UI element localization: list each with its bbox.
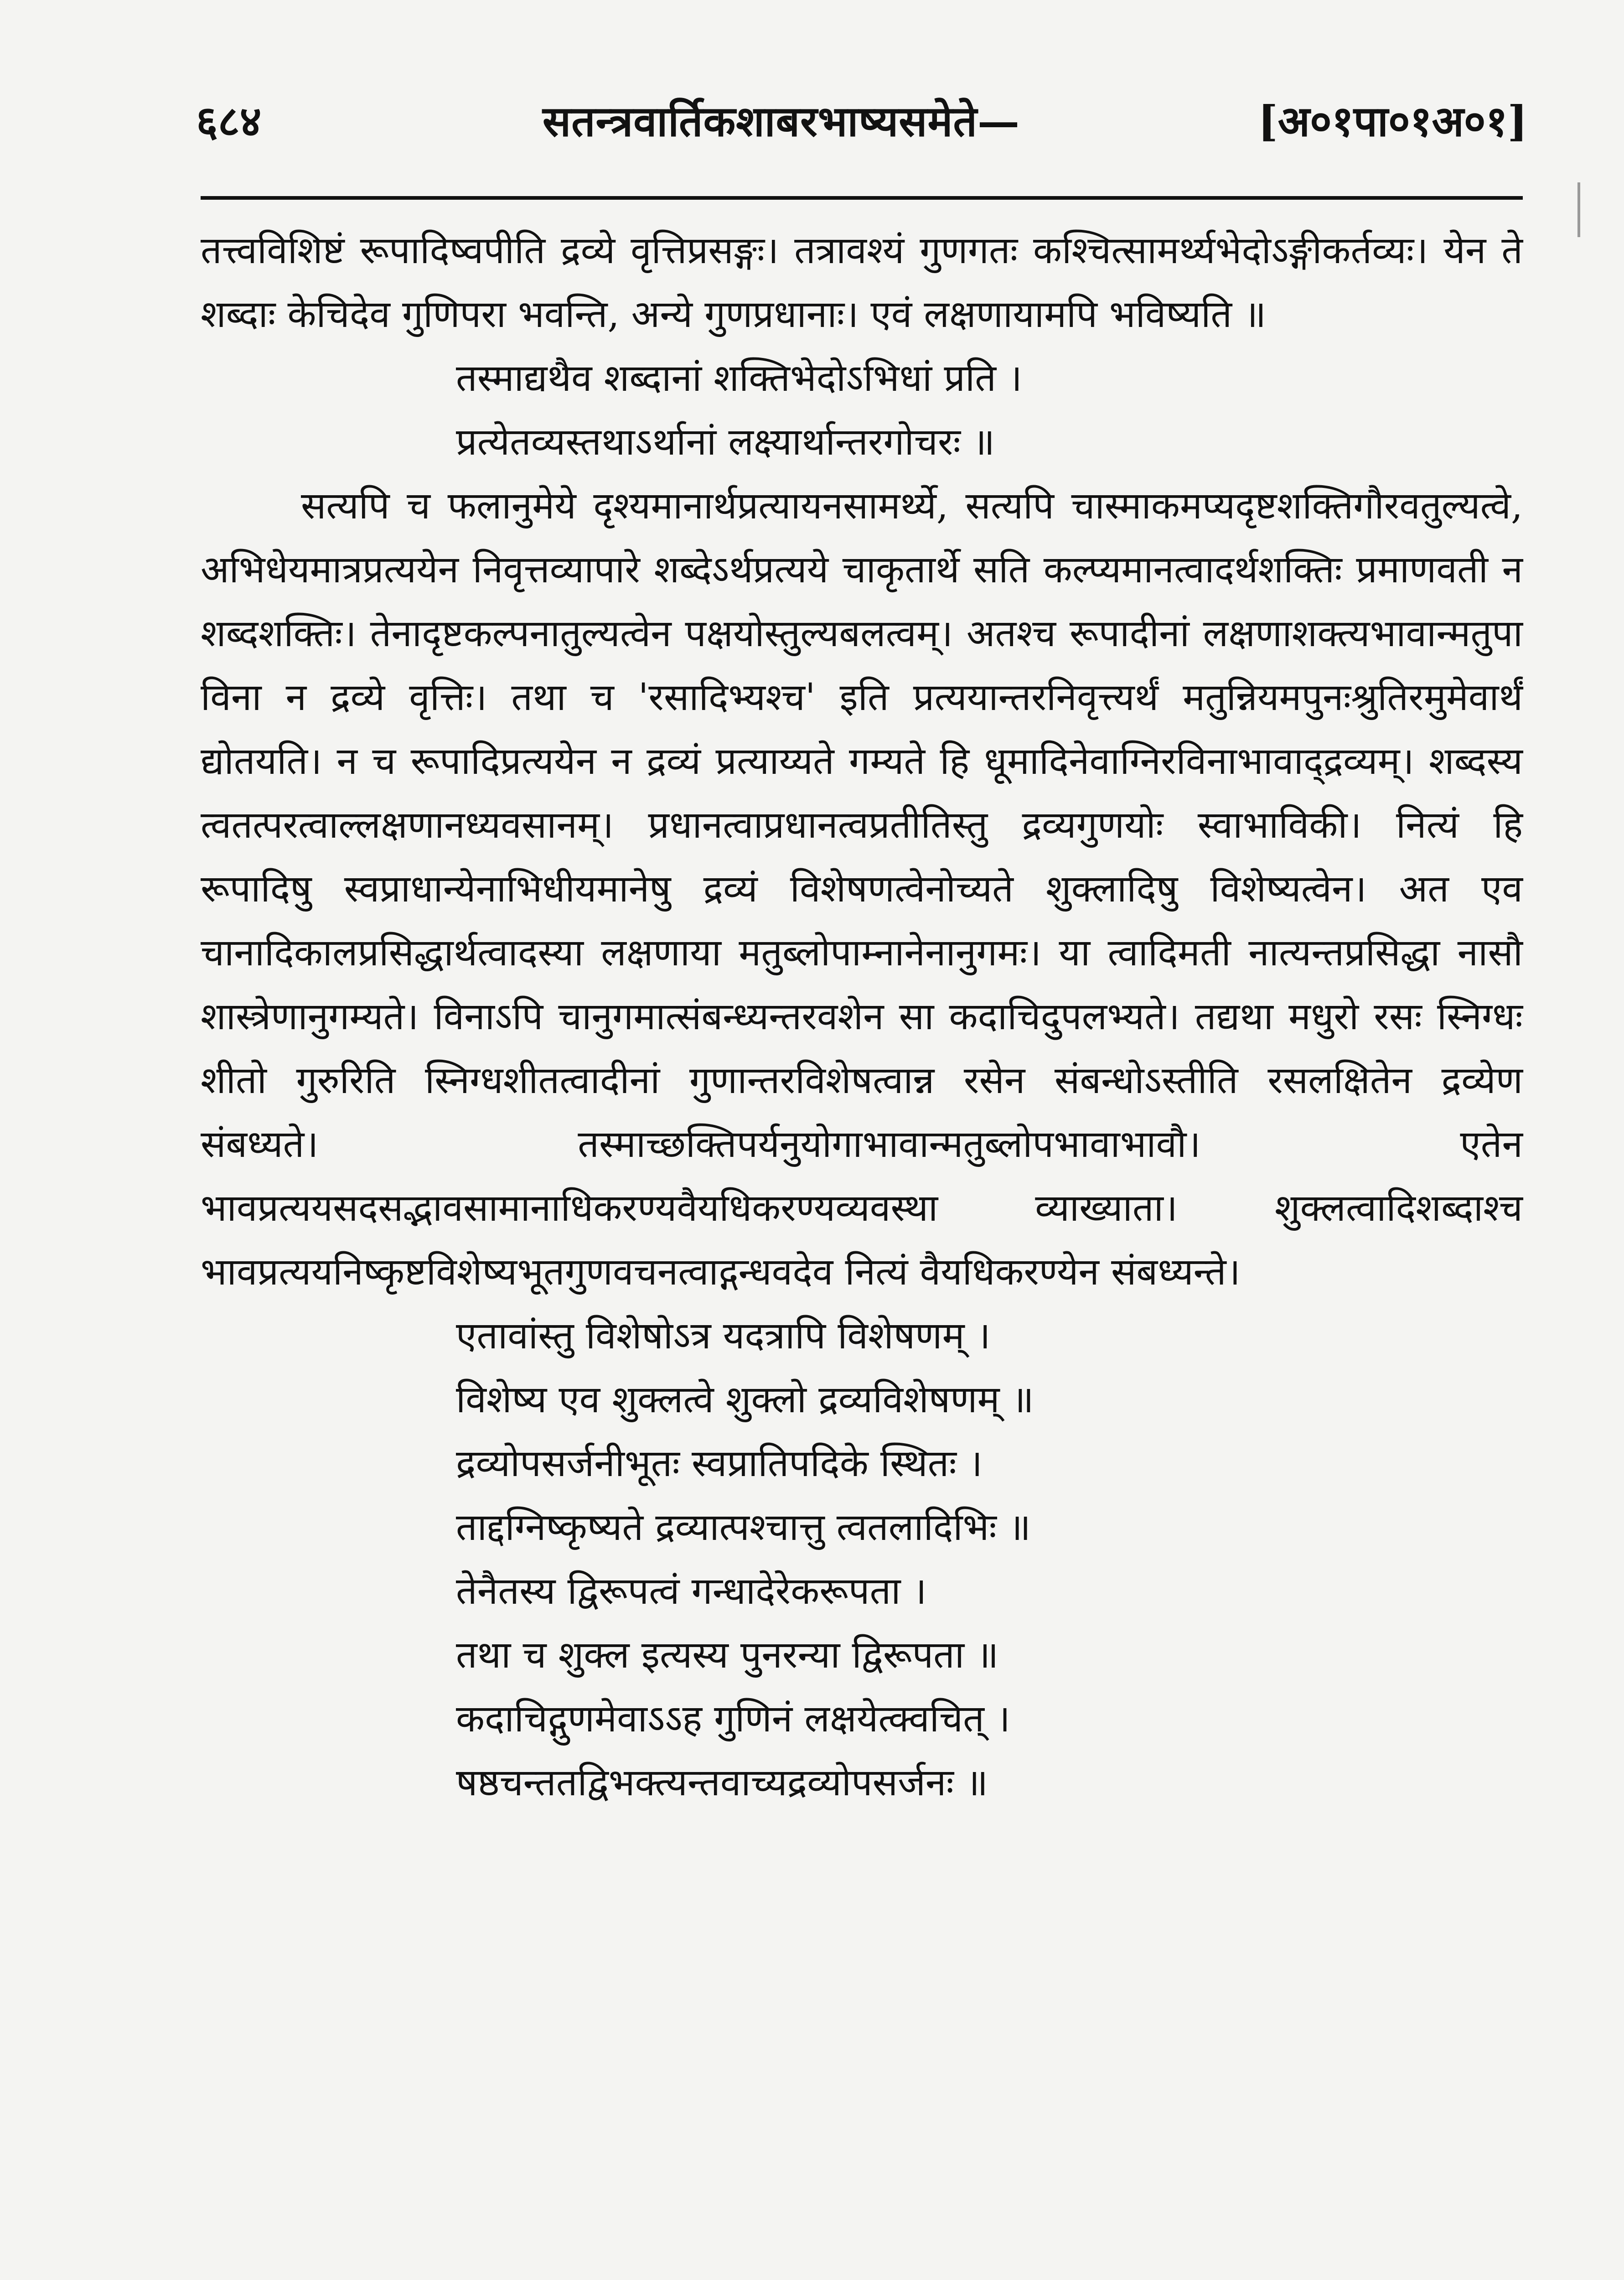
section-reference: [अ०१पा०१अ०१] bbox=[1258, 97, 1527, 146]
page-number: ६८४ bbox=[196, 97, 262, 146]
verse-line: तस्माद्यथैव शब्दानां शक्तिभेदोऽभिधां प्रति । bbox=[456, 357, 1023, 400]
verse-line: षष्ठचन्ततद्विभक्त्यन्तवाच्यद्रव्योपसर्जनः ॥ bbox=[456, 1761, 988, 1804]
verse-block-2 bbox=[201, 1304, 1523, 1815]
verse-block-1 bbox=[201, 347, 1523, 474]
body-text bbox=[201, 219, 1523, 1815]
verse-line: तथा च शुक्ल इत्यस्य पुनरन्या द्विरूपता ॥ bbox=[456, 1633, 999, 1677]
main-paragraph: सत्यपि च फलानुमेये दृश्यमानार्थप्रत्यायनसामर्थ्ये, सत्यपि चास्माकमप्यदृष्टशक्तिगौरवतुल्यत्वे, अभिधेयमात्रप्रत्ययेन निवृत्तव्यापारे शब्देऽर्थप्रत्यये चाकृतार्थे सति कल्प्यमानत्वादर्थशक्तिः प्रमाणवती न शब्दशक्तिः। तेनादृष्टकल्पनातुल्यत्वेन पक्षयोस्तुल्यबलत्वम्। अतश्च रूपादीनां लक्षणाशक्त्यभावान्मतुपा विना न द्रव्ये वृत्तिः। तथा च 'रसादिभ्यश्च' इति प्रत्ययान्तरनिवृत्त्यर्थं मतुन्नियमपुनःश्रुतिरमुमेवार्थं द्योतयति। न च रूपादिप्रत्ययेन न द्रव्यं प्रत्याय्यते गम्यते हि धूमादिनेवाग्निरविनाभावाद्द्रव्यम्। शब्दस्य त्वतत्परत्वाल्लक्षणानध्यवसानम्। प्रधानत्वाप्रधानत्वप्रतीतिस्तु द्रव्यगुणयोः स्वाभाविकी। नित्यं हि रूपादिषु स्वप्राधान्येनाभिधीयमानेषु द्रव्यं विशेषणत्वेनोच्यते शुक्लादिषु विशेष्यत्वेन। अत एव चानादिकालप्रसिद्धार्थत्वादस्या लक्षणाया मतुब्लोपाम्नानेनानुगमः। या त्वादिमती नात्यन्तप्रसिद्धा नासौ शास्त्रेणानुगम्यते। विनाऽपि चानुगमात्संबन्ध्यन्तरवशेन सा कदाचिदुपलभ्यते। तद्यथा मधुरो रसः स्निग्धः शीतो गुरुरिति स्निग्धशीतत्वादीनां गुणान्तरविशेषत्वान्न रसेन संबन्धोऽस्तीति रसलक्षितेन द्रव्येण संबध्यते। तस्माच्छक्तिपर्यनुयोगाभावान्मतुब्लोपभावाभावौ। एतेन भावप्रत्ययसदसद्भावसामानाधिकरण्यवैयधिकरण्यव्यवस्था व्याख्याता। शुक्लत्वादिशब्दाश्च भावप्रत्ययनिष्कृष्टविशेष्यभूतगुणवचनत्वाद्गन्धवदेव नित्यं वैयधिकरण्येन संबध्यन्ते। bbox=[201, 484, 1523, 1294]
margin-mark bbox=[1577, 182, 1580, 237]
running-title: सतन्त्रवार्तिकशाबरभाष्यसमेते— bbox=[543, 97, 1020, 146]
verse-line: विशेष्य एव शुक्लत्वे शुक्लो द्रव्यविशेषणम् ॥ bbox=[456, 1378, 1034, 1421]
opening-paragraph: तत्त्वविशिष्टं रूपादिष्वपीति द्रव्ये वृत्तिप्रसङ्गः। तत्रावश्यं गुणगतः कश्चित्सामर्थ्यभेदोऽङ्गीकर्तव्यः। येन ते शब्दाः केचिदेव गुणिपरा भवन्ति, अन्ये गुणप्रधानाः। एवं लक्षणायामपि भविष्यति ॥ bbox=[201, 229, 1523, 336]
verse-line: कदाचिद्गुणमेवाऽऽह गुणिनं लक्षयेत्क्वचित् । bbox=[456, 1697, 1010, 1741]
verse-line: तेनैतस्य द्विरूपत्वं गन्धादेरेकरूपता । bbox=[456, 1570, 927, 1613]
verse-line: द्रव्योपसर्जनीभूतः स्वप्रातिपदिके स्थितः । bbox=[456, 1442, 983, 1485]
verse-line: एतावांस्तु विशेषोऽत्र यदत्रापि विशेषणम् । bbox=[456, 1314, 991, 1358]
verse-line: ताद्दग्निष्कृष्यते द्रव्यात्पश्चात्तु त्वतलादिभिः ॥ bbox=[456, 1506, 1031, 1549]
verse-line: प्रत्येतव्यस्तथाऽर्थानां लक्ष्यार्थान्तरगोचरः ॥ bbox=[456, 420, 995, 464]
header-rule bbox=[201, 196, 1523, 200]
page-header bbox=[196, 91, 1527, 160]
